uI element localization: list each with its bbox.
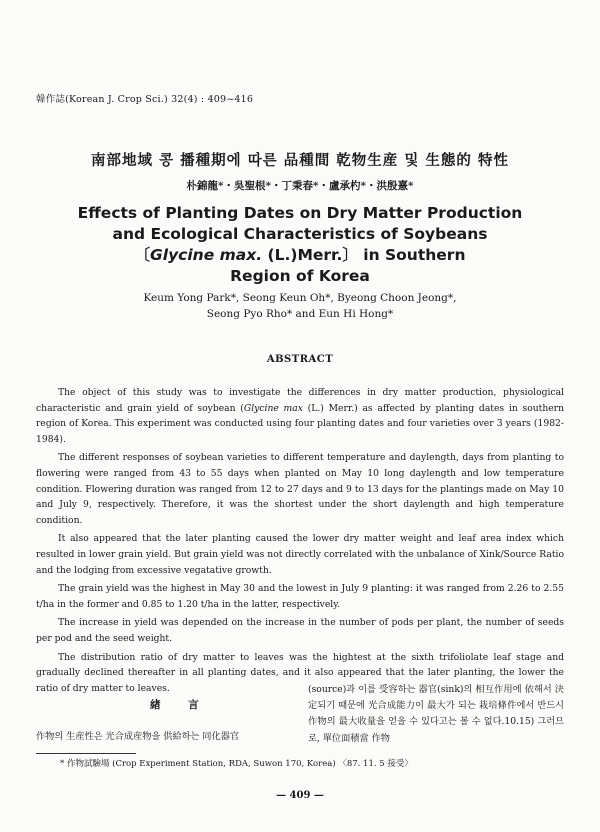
author-line-2: Seong Pyo Rho* and Eun Hi Hong* xyxy=(206,308,394,320)
korean-title: 南部地域 콩 播種期에 따른 品種間 乾物生産 및 生態的 特性 xyxy=(91,152,509,169)
abstract-paragraph: The distribution ratio of dry matter to leaves was the hightest at the sixth trifoliolate leaf stage and gradually declined thereafter in all planting dates, and it also appeared that the later planting, the lower the ratio of dry matter to leaves. xyxy=(36,651,564,694)
abstract-paragraph: The different responses of soybean varieties to different temperature and daylength, days from planting to flowering were ranged from 43 to 55 days when planted on May 10 long daylength and low temperature condition. Flowering duration was ranged from 12 to 27 days and 9 to 13 days for the plantings made on May 10 and July 9, respectively. Therefore, it was the shortest under the short daylength and high temperature condition. xyxy=(36,452,564,526)
species-name: Glycine max xyxy=(243,402,303,414)
affiliation-footnote: * 作物試驗場 (Crop Experiment Station, RDA, Suwon 170, Korea) 〈87. 11. 5 接受〉 xyxy=(60,759,413,769)
abstract-paragraph xyxy=(36,385,564,447)
author-list xyxy=(60,290,540,322)
intro-left-column: 作物의 生産性은 光合成産物을 供給하는 同化器官 xyxy=(36,731,240,742)
abstract-body xyxy=(36,385,564,699)
abstract-heading: ABSTRACT xyxy=(266,354,334,365)
title-line-2: and Ecological Characteristics of Soybeans xyxy=(112,225,488,243)
journal-citation: 韓作誌(Korean J. Crop Sci.) 32(4) : 409~416 xyxy=(36,94,254,105)
abstract-paragraph: It also appeared that the later planting caused the lower dry matter weight and leaf area index which resulted in lower grain yield. But grain yield was not directly correlated with the unbalance of Xink/Source Ratio and the lodging from excessive vegatative growth. xyxy=(36,533,564,576)
korean-authors: 朴錦龍*・吳聖根*・丁秉春*・盧承杓*・洪殷憙* xyxy=(186,180,414,192)
intro-right-column: (source)과 이를 受容하는 器官(sink)의 相互作用에 依해서 決定되기 때문에 光合成能力이 最大가 되는 栽培條件에서 반드시 作物의 最大收量을 얻을 수 있다고는 볼 수 없다.10.15) 그러므로, 單位面積當 作物 xyxy=(308,684,564,744)
title-line-4: Region of Korea xyxy=(230,267,370,285)
title-line-3-rest: (L.)Merr.〕 in Southern xyxy=(262,246,466,264)
introduction-heading: 緖 言 xyxy=(150,699,211,711)
footnote-rule xyxy=(36,753,136,754)
english-title xyxy=(60,203,540,287)
abstract-p1-text: The object of this study was to investigate the differences in dry matter production, physiological characteristic and grain yield of soybean ( xyxy=(36,387,564,414)
title-species: Glycine max. xyxy=(150,246,263,264)
title-line-3 xyxy=(60,245,540,266)
title-line-1: Effects of Planting Dates on Dry Matter Production xyxy=(77,204,523,222)
title-bracket: 〔 xyxy=(134,246,151,264)
abstract-paragraph: The grain yield was the highest in May 30 and the lowest in July 9 planting: it was ranged from 2.26 to 2.55 t/ha in the former and 0.85 to 1.20 t/ha in the latter, respectively. xyxy=(36,583,564,610)
author-line-1: Keum Yong Park*, Seong Keun Oh*, Byeong Choon Jeong*, xyxy=(143,292,457,304)
page-number: — 409 — xyxy=(276,790,324,801)
abstract-p1-text-rest: (L.) Merr.) as affected by planting dates in southern region of Korea. This experiment was conducted using four planting dates and four varieties over 3 years (1982-1984). xyxy=(36,402,564,445)
abstract-paragraph: The increase in yield was depended on the increase in the number of pods per plant, the number of seeds per pod and the seed weight. xyxy=(36,617,564,644)
